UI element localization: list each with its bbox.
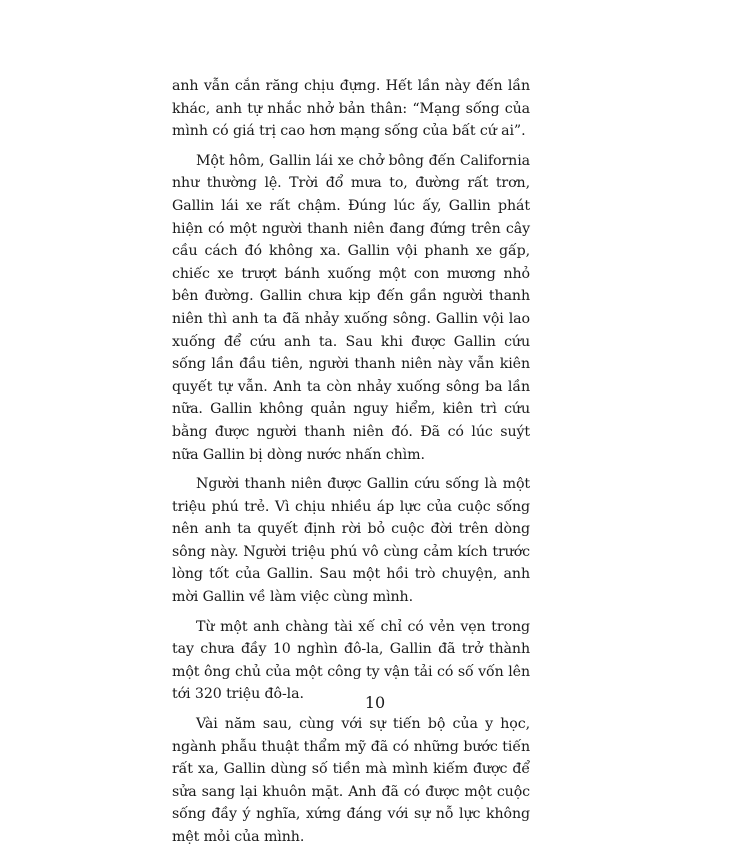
paragraph: Vài năm sau, cùng với sự tiến bộ của y học, ngành phẫu thuật thẩm mỹ đã có những bước tiến rất xa, Gallin dùng số tiền mà mình kiếm được để sửa sang lại khuôn mặt. Anh đã có được một cuộc sống đầy ý nghĩa, xứng đáng với sự nỗ lực không mệt mỏi của mình. [172, 716, 530, 845]
body-text [172, 75, 530, 856]
paragraph: Người thanh niên được Gallin cứu sống là một triệu phú trẻ. Vì chịu nhiều áp lực của cuộc sống nên anh ta quyết định rời bỏ cuộc đời trên dòng sông này. Người triệu phú vô cùng cảm kích trước lòng tốt của Gallin. Sau một hồi trò chuyện, anh mời Gallin về làm việc cùng mình. [172, 476, 530, 606]
paragraph: Từ một anh chàng tài xế chỉ có vẻn vẹn trong tay chưa đầy 10 nghìn đô-la, Gallin đã trở thành một ông chủ của một công ty vận tải có số vốn lên tới 320 triệu đô-la. [172, 618, 530, 703]
paragraph-continued: anh vẫn cắn răng chịu đựng. Hết lần này đến lần khác, anh tự nhắc nhở bản thân: “Mạng sống của mình có giá trị cao hơn mạng sống của bất cứ ai”. [172, 78, 530, 140]
paragraph: Một hôm, Gallin lái xe chở bông đến California như thường lệ. Trời đổ mưa to, đường rất trơn, Gallin lái xe rất chậm. Đúng lúc ấy, Gallin phát hiện có một người thanh niên đang đứng trên cây cầu cách đó không xa. Gallin vội phanh xe gấp, chiếc xe trượt bánh xuống một con mương nhỏ bên đường. Gallin chưa kịp đến gần người thanh niên thì anh ta đã nhảy xuống sông. Gallin vội lao xuống để cứu anh ta. Sau khi được Gallin cứu sống lần đầu tiên, người thanh niên này vẫn kiên quyết tự vẫn. Anh ta còn nhảy xuống sông ba lần nữa. Gallin không quản nguy hiểm, kiên trì cứu bằng được người thanh niên đó. Đã có lúc suýt nữa Gallin bị dòng nước nhấn chìm. [172, 152, 530, 463]
page-number: 10 [364, 693, 386, 712]
